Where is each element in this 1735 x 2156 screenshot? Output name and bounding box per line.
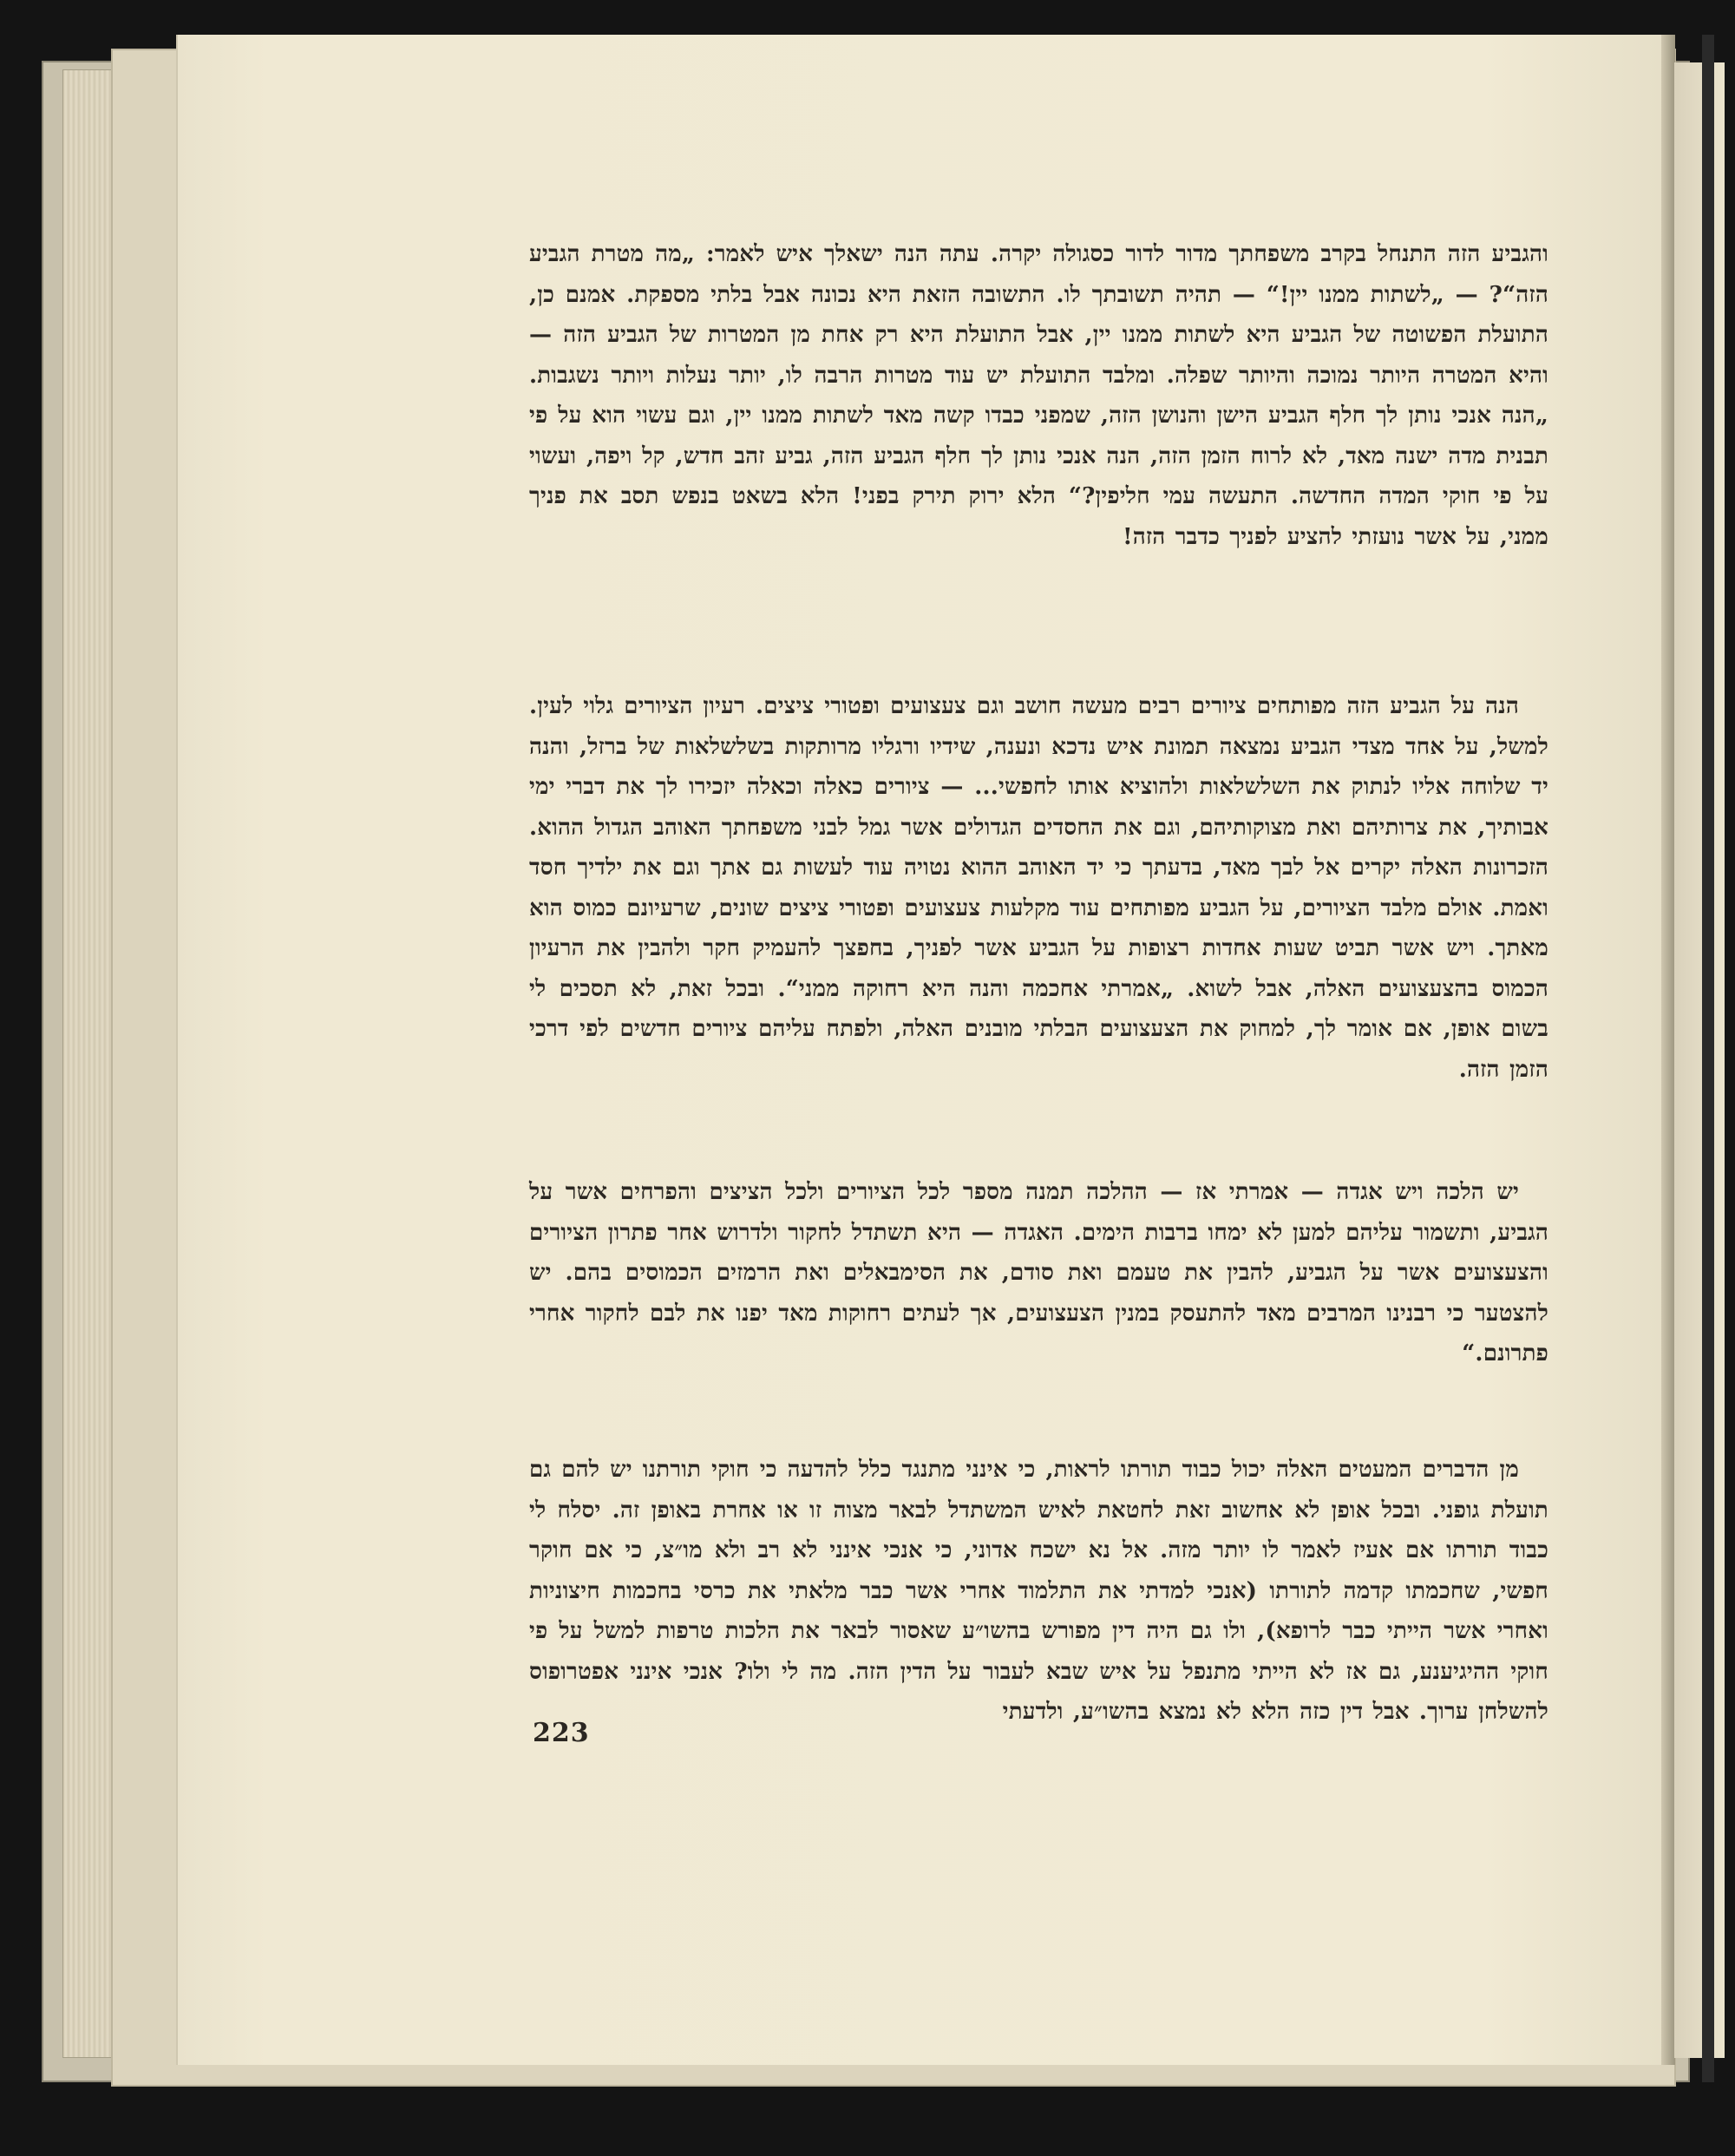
paragraph-2: הנה על הגביע הזה מפותחים ציורים רבים מעשה חושב וגם צעצועים ופטורי ציצים. רעיון הציורים גלוי לעין. למשל, על אחד מצדי הגביע נמצאה תמונת איש נדכא ונענה, שידיו ורגליו מרותקות בשלשלאות של ברזל, והנה יד שלוחה אליו לנתוק את השלשלאות ולהוציא אותו לחפשי... — ציורים כאלה וכאלה יזכירו לך את דברי ימי אבותיך, את צרותיהם ואת מצוקותיהם, וגם את החסדים הגדולים אשר גמל לבני משפחתך האוהב הגדול ההוא. הזכרונות האלה יקרים אל לבך מאד, בדעתך כי יד האוהב ההוא נטויה עוד לעשות גם אתך וגם את ילדיך חסד ואמת. אולם מלבד הציורים, על הגביע מפותחים עוד מקלעות צעצועים ופטורי ציצים שונים, שרעיונם כמוס הוא מאתך. ויש אשר תביט שעות אחדות רצופות על הגביע אשר לפניך, בחפצך להעמיק חקר ולהבין את הרעיון הכמוס בהצעצועים האלה, אבל לשוא. „אמרתי אחכמה והנה היא רחוקה ממני“. ובכל זאת, לא תסכים לי בשום אופן, אם אומר לך, למחוק את הצעצועים הבלתי מובנים האלה, ולפתח עליהם ציורים חדשים לפי דרכי הזמן הזה.	[529, 693, 1548, 1083]
paragraph-3: יש הלכה ויש אגדה — אמרתי אז — ההלכה תמנה מספר לכל הציורים ולכל הציצים והפרחים אשר על הגביע, ותשמור עליהם למען לא ימחו ברבות הימים. האגדה — היא תשתדל לחקור ולדרוש אחר פתרון הציורים והצעצועים אשר על הגביע, להבין את טעמם ואת סודם, את הסימבאלים ואת הרמזים הכמוסים בהם. יש להצטער כי רבנינו המרבים מאד להתעסק במנין הצעצועים, אך לעתים רחוקות מאד יפנו את לבם לחקור אחרי פתרונם.“	[529, 1179, 1548, 1366]
book-gutter	[1661, 35, 1675, 2065]
book-spine-shadow	[1702, 35, 1714, 2082]
paragraph-4: מן הדברים המעטים האלה יכול כבוד תורתו לראות, כי אינני מתנגד כלל להדעה כי חוקי תורתנו יש להם גם תועלת גופני. ובכל אופן לא אחשוב זאת לחטאת לאיש המשתדל לבאר מצוה זו או אחרת באופן זה. יסלח לי כבוד תורתו אם אעיז לאמר לו יותר מזה. אל נא ישכח אדוני, כי אנכי אינני לא רב ולא מו״צ, כי אם חוקר חפשי, שחכמתו קדמה לתורתו (אנכי למדתי את התלמוד אחרי אשר כבר מלאתי את כרסי בחכמות חיצוניות ואחרי אשר הייתי כבר לרופא), ולו גם היה דין מפורש בהשו״ע שאסור לבאר את הלכות טרפות למשל על פי חוקי ההיגיענע, גם אז לא הייתי מתנפל על איש שבא לעבור על הדין הזה. מה לי ולו? אנכי אינני אפטרופוס להשלחן ערוך. אבל דין כזה הלא לא נמצא בהשו״ע, ולדעתי	[529, 1457, 1548, 1725]
paragraph-1: והגביע הזה התנחל בקרב משפחתך מדור לדור כסגולה יקרה. עתה הנה ישאלך איש לאמר: „מה מטרת הגביע הזה“? — „לשתות ממנו יין!“ — תהיה תשובתך לו. התשובה הזאת היא נכונה אבל בלתי מספקת. אמנם כן, התועלת הפשוטה של הגביע היא לשתות ממנו יין, אבל התועלת היא רק אחת מן המטרות של הגביע הזה — והיא המטרה היותר נמוכה והיותר שפלה. ומלבד התועלת יש עוד מטרות הרבה לו, יותר נעלות ויותר נשגבות. „הנה אנכי נותן לך חלף הגביע הישן והנושן הזה, שמפני כבדו קשה מאד לשתות ממנו יין, וגם עשוי הוא על פי תבנית מדה ישנה מאד, לא לרוח הזמן הזה, הנה אנכי נותן לך חלף הגביע הזה, גביע זהב חדש, קל ויפה, ועשוי על פי חוקי המדה החדשה. התעשה עמי חליפין?“ הלא ירוק תירק בפני! הלא בשאט בנפש תסב את פניך ממני, על אשר נועזתי להציע לפניך כדבר הזה!	[529, 241, 1548, 550]
facing-page-edge	[1674, 62, 1725, 2058]
page-body-text	[529, 234, 1548, 1725]
page-number: 223	[533, 1718, 590, 1748]
